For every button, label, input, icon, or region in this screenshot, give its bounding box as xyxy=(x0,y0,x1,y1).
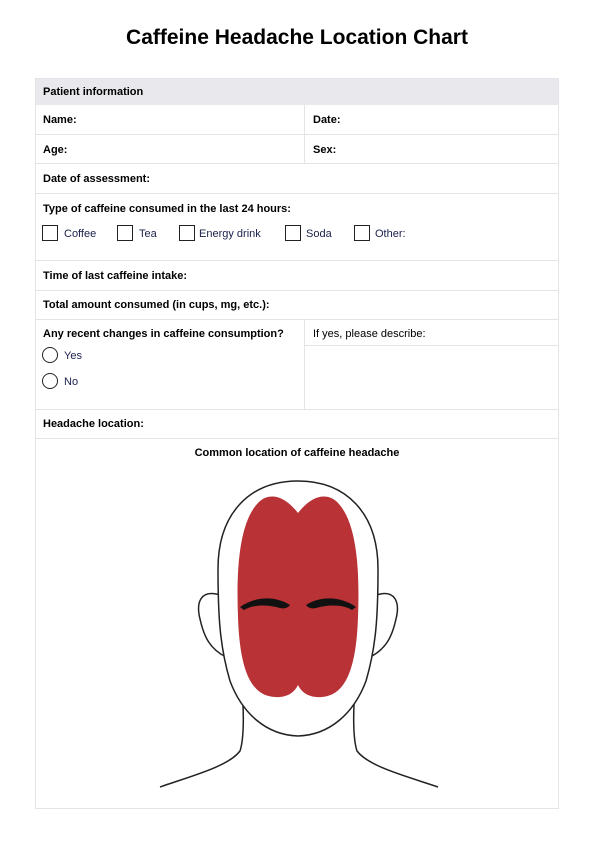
coffee-option-label: Coffee xyxy=(64,228,97,240)
age-sex-row xyxy=(36,135,558,164)
last-intake-row xyxy=(36,261,558,291)
recent-changes-label: Any recent changes in caffeine consumption? xyxy=(43,328,284,340)
diagram-caption: Common location of caffeine headache xyxy=(194,447,400,459)
time-last-intake-label: Time of last caffeine intake: xyxy=(43,270,188,282)
soda-option-label: Soda xyxy=(306,228,332,240)
sex-label: Sex: xyxy=(313,144,337,156)
neck-shoulder-right xyxy=(354,691,438,787)
page-title: Caffeine Headache Location Chart xyxy=(126,26,468,49)
headache-region xyxy=(238,497,359,698)
total-amount-row xyxy=(36,291,558,320)
total-amount-label: Total amount consumed (in cups, mg, etc.): xyxy=(43,299,270,311)
assessment-form xyxy=(35,78,559,809)
no-radio[interactable] xyxy=(42,373,58,389)
yes-option-label: Yes xyxy=(64,350,82,362)
headache-location-label: Headache location: xyxy=(43,418,144,430)
other-checkbox[interactable] xyxy=(354,225,370,241)
energy-drink-checkbox[interactable] xyxy=(179,225,195,241)
section-header-label: Patient information xyxy=(43,86,144,98)
other-option-label: Other: xyxy=(375,228,406,240)
section-header xyxy=(36,79,558,105)
describe-input-area[interactable] xyxy=(305,346,558,409)
assessment-date-row xyxy=(36,164,558,194)
caffeine-type-label: Type of caffeine consumed in the last 24 hours: xyxy=(43,203,291,215)
energy-drink-option-label: Energy drink xyxy=(199,228,261,240)
headache-location-row xyxy=(36,410,558,439)
age-label: Age: xyxy=(43,144,68,156)
caffeine-type-row xyxy=(36,194,558,261)
name-label: Name: xyxy=(43,114,77,126)
date-label: Date: xyxy=(313,114,341,126)
column-divider xyxy=(304,105,305,135)
name-date-row xyxy=(36,105,558,135)
soda-checkbox[interactable] xyxy=(285,225,301,241)
head-diagram xyxy=(158,477,440,795)
date-of-assessment-label: Date of assessment: xyxy=(43,173,150,185)
recent-changes-row xyxy=(36,320,558,410)
column-divider xyxy=(304,135,305,164)
coffee-checkbox[interactable] xyxy=(42,225,58,241)
no-option-label: No xyxy=(64,376,79,388)
neck-shoulder-left xyxy=(160,691,243,787)
tea-checkbox[interactable] xyxy=(117,225,133,241)
describe-label: If yes, please describe: xyxy=(313,328,426,340)
yes-radio[interactable] xyxy=(42,347,58,363)
tea-option-label: Tea xyxy=(139,228,157,240)
